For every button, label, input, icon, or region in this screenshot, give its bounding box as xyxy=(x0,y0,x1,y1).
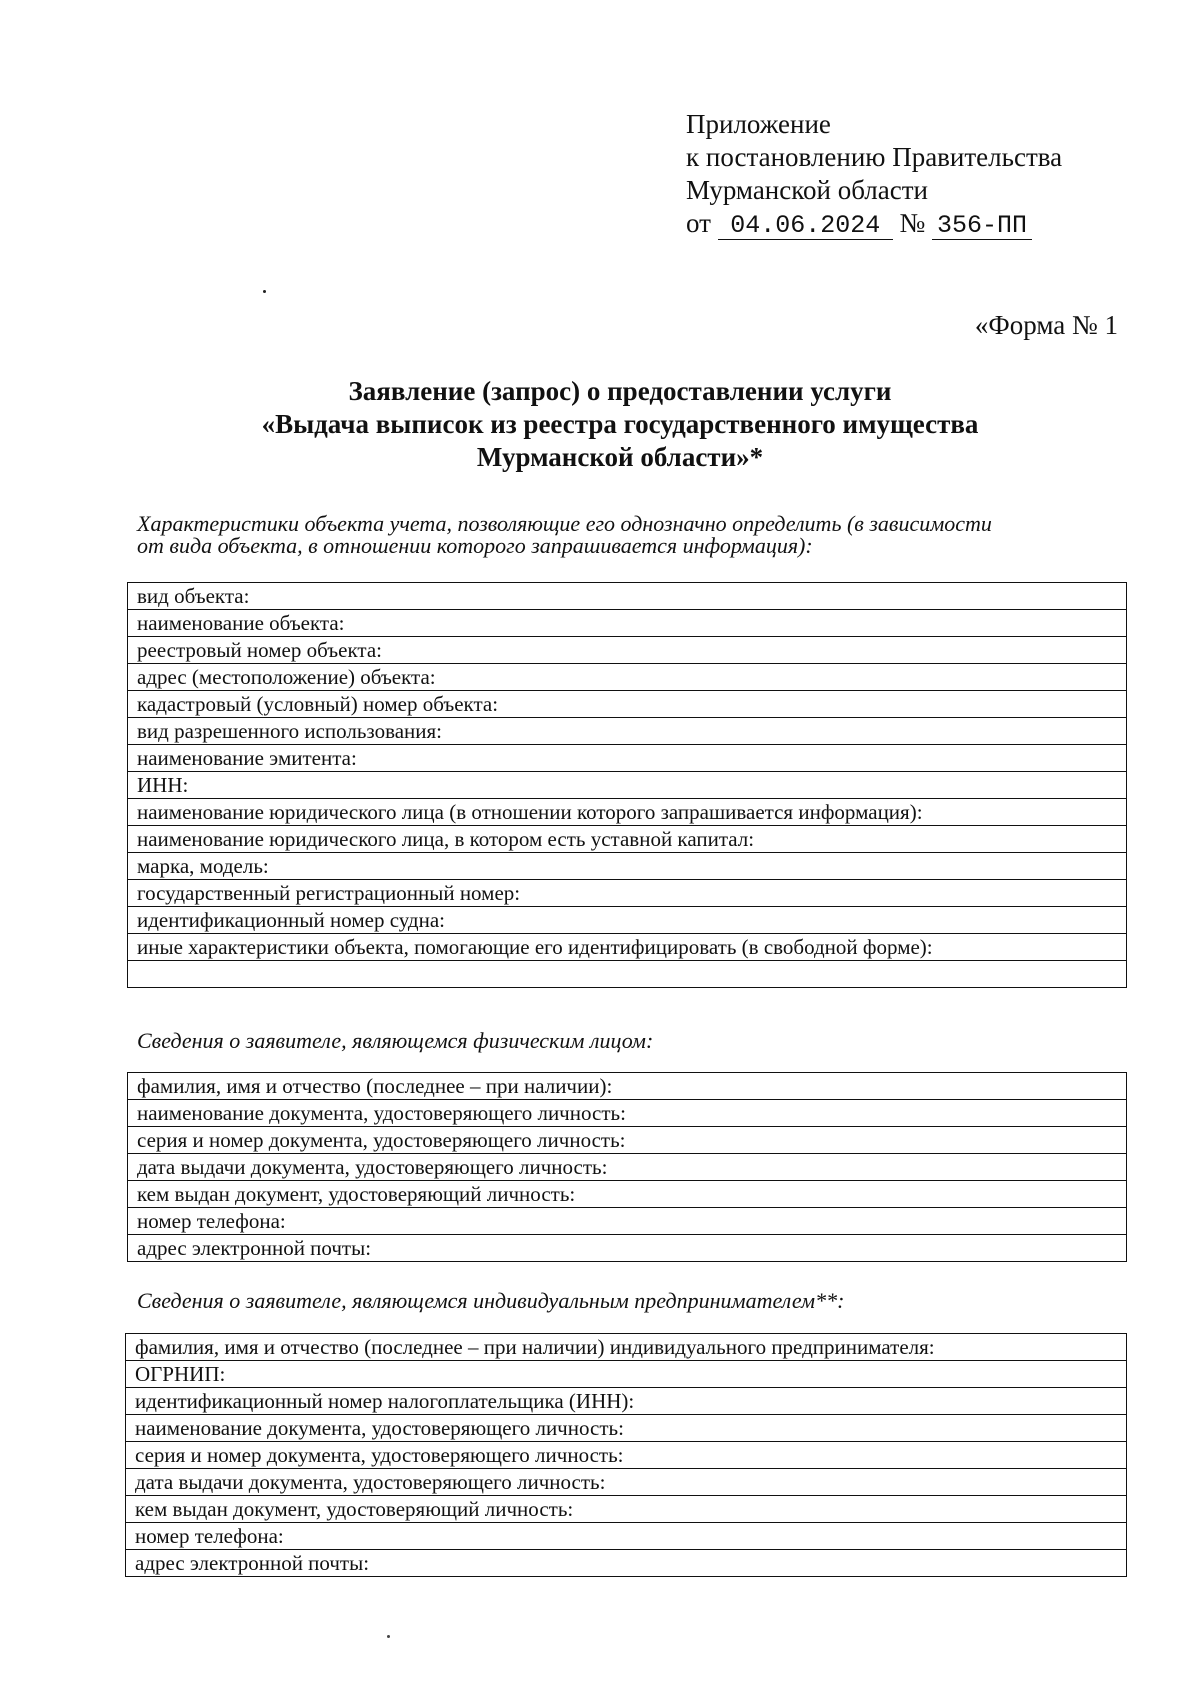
table-row xyxy=(126,1496,1127,1523)
table-row xyxy=(128,1181,1127,1208)
field-label: кем выдан документ, удостоверяющий личность: xyxy=(128,1181,1127,1208)
field-label: ИНН: xyxy=(128,772,1127,799)
field-label: наименование юридического лица, в котором есть уставной капитал: xyxy=(128,826,1127,853)
table-row xyxy=(126,1415,1127,1442)
table-row xyxy=(126,1361,1127,1388)
table-row xyxy=(126,1469,1127,1496)
field-label: фамилия, имя и отчество (последнее – при наличии) индивидуального предпринимателя: xyxy=(126,1334,1127,1361)
field-label: наименование юридического лица (в отношении которого запрашивается информация): xyxy=(128,799,1127,826)
field-label: идентификационный номер налогоплательщика (ИНН): xyxy=(126,1388,1127,1415)
table-row xyxy=(128,1127,1127,1154)
table-row xyxy=(128,799,1127,826)
field-label: номер телефона: xyxy=(126,1523,1127,1550)
field-label: наименование эмитента: xyxy=(128,745,1127,772)
field-label: адрес электронной почты: xyxy=(126,1550,1127,1577)
field-label: дата выдачи документа, удостоверяющего личность: xyxy=(126,1469,1127,1496)
object-note-line-2: от вида объекта, в отношении которого запрашивается информация): xyxy=(137,533,813,558)
field-label: реестровый номер объекта: xyxy=(128,637,1127,664)
field-label: иные характеристики объекта, помогающие его идентифицировать (в свободной форме): xyxy=(128,934,1127,961)
table-row xyxy=(128,826,1127,853)
table-row xyxy=(128,907,1127,934)
table-row xyxy=(128,1208,1127,1235)
field-label: номер телефона: xyxy=(128,1208,1127,1235)
field-label: наименование документа, удостоверяющего личность: xyxy=(128,1100,1127,1127)
field-label: идентификационный номер судна: xyxy=(128,907,1127,934)
title-line-2: «Выдача выписок из реестра государственного имущества xyxy=(261,409,979,439)
field-label: адрес (местоположение) объекта: xyxy=(128,664,1127,691)
field-label: государственный регистрационный номер: xyxy=(128,880,1127,907)
table-row xyxy=(128,1235,1127,1262)
table-row xyxy=(126,1523,1127,1550)
field-label: серия и номер документа, удостоверяющего личность: xyxy=(126,1442,1127,1469)
field-label: кадастровый (условный) номер объекта: xyxy=(128,691,1127,718)
document-title xyxy=(120,375,1120,474)
entrepreneur-section-note: Сведения о заявителе, являющемся индивидуальным предпринимателем**: xyxy=(137,1288,845,1313)
table-row xyxy=(128,610,1127,637)
table-row xyxy=(128,880,1127,907)
object-characteristics-table xyxy=(127,582,1127,988)
field-label: марка, модель: xyxy=(128,853,1127,880)
object-note-line-1: Характеристики объекта учета, позволяющие его однозначно определить (в зависимости xyxy=(137,511,992,536)
table-row xyxy=(126,1442,1127,1469)
appendix-date-line xyxy=(686,207,1062,240)
appendix-header xyxy=(686,108,1062,240)
table-row xyxy=(128,691,1127,718)
table-row xyxy=(128,772,1127,799)
appendix-line-1: Приложение xyxy=(686,109,831,139)
blank-field[interactable] xyxy=(128,961,1127,988)
table-row xyxy=(126,1388,1127,1415)
date-prefix: от xyxy=(686,208,711,238)
scan-speck-bottom xyxy=(387,1635,390,1638)
appendix-line-2: к постановлению Правительства xyxy=(686,142,1063,172)
resolution-number: 356-ПП xyxy=(932,213,1032,240)
table-row xyxy=(128,934,1127,961)
field-label: ОГРНИП: xyxy=(126,1361,1127,1388)
table-row xyxy=(128,718,1127,745)
field-label: серия и номер документа, удостоверяющего личность: xyxy=(128,1127,1127,1154)
table-row xyxy=(128,637,1127,664)
table-row xyxy=(128,961,1127,988)
field-label: вид объекта: xyxy=(128,583,1127,610)
table-row xyxy=(126,1550,1127,1577)
form-number: «Форма № 1 xyxy=(974,310,1118,340)
table-row xyxy=(126,1334,1127,1361)
individual-applicant-table xyxy=(127,1072,1127,1262)
entrepreneur-applicant-table xyxy=(125,1333,1127,1577)
field-label: наименование объекта: xyxy=(128,610,1127,637)
table-row xyxy=(128,1100,1127,1127)
field-label: вид разрешенного использования: xyxy=(128,718,1127,745)
field-label: наименование документа, удостоверяющего личность: xyxy=(126,1415,1127,1442)
field-label: адрес электронной почты: xyxy=(128,1235,1127,1262)
table-row xyxy=(128,745,1127,772)
field-label: кем выдан документ, удостоверяющий личность: xyxy=(126,1496,1127,1523)
table-row xyxy=(128,853,1127,880)
table-row xyxy=(128,1154,1127,1181)
object-section-note xyxy=(137,513,1097,557)
field-label: дата выдачи документа, удостоверяющего личность: xyxy=(128,1154,1127,1181)
individual-section-note: Сведения о заявителе, являющемся физическим лицом: xyxy=(137,1028,654,1053)
number-prefix: № xyxy=(899,208,926,238)
appendix-line-3: Мурманской области xyxy=(686,175,928,205)
table-row xyxy=(128,664,1127,691)
title-line-1: Заявление (запрос) о предоставлении услуги xyxy=(348,376,892,406)
scan-speck xyxy=(263,290,266,293)
table-row xyxy=(128,583,1127,610)
title-line-3: Мурманской области»* xyxy=(476,442,764,472)
table-row xyxy=(128,1073,1127,1100)
resolution-date: 04.06.2024 xyxy=(718,213,893,240)
field-label: фамилия, имя и отчество (последнее – при наличии): xyxy=(128,1073,1127,1100)
